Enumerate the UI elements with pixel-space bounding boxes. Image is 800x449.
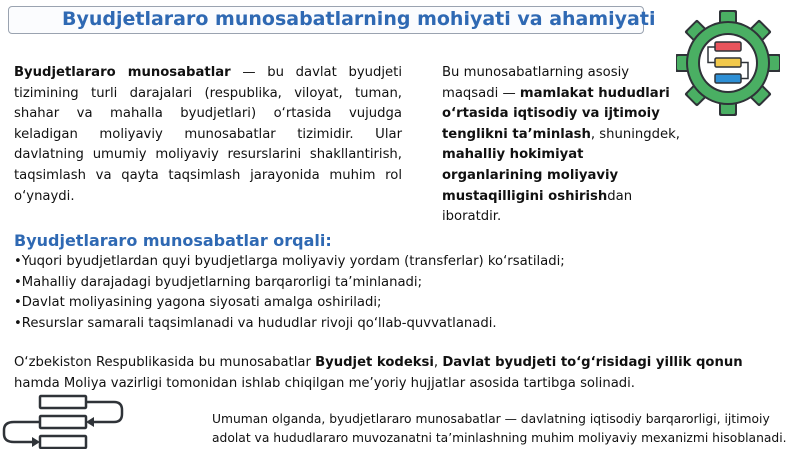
legal-end: hamda Moliya vazirligi tomonidan ishlab chiqilgan me’yoriy hujjatlar asosida tartibga solinadi. <box>14 375 635 391</box>
definition-term: Byudjetlararo munosabatlar <box>14 65 231 80</box>
purpose-middle: , shuningdek, <box>590 126 680 142</box>
bullet-list <box>14 252 714 334</box>
purpose-goal-independence: mahalliy hokimiyat organlarining moliyaviy mustaqilligini oshirish <box>442 147 619 204</box>
legal-separator: , <box>433 355 443 370</box>
section-heading: Byudjetlararo munosabatlar orqali: <box>14 231 332 250</box>
legal-intro: O‘zbekiston Respublikasida bu munosabatlar <box>14 355 316 370</box>
definition-paragraph <box>14 63 402 207</box>
list-item: •Resurslar samarali taqsimlanadi va hududlar rivoji qo‘llab-quvvatlanadi. <box>14 315 497 331</box>
page-title: Byudjetlararo munosabatlarning mohiyati va ahamiyati <box>62 8 656 30</box>
flowchart-icon <box>0 390 134 449</box>
purpose-intro: Bu munosabatlarning asosiy maqsadi — <box>442 65 630 101</box>
purpose-paragraph <box>442 63 682 228</box>
legal-annual-law: Davlat byudjeti to‘g‘risidagi yillik qonun <box>442 355 743 370</box>
legal-budget-code: Byudjet kodeksi <box>315 355 434 370</box>
list-item: •Davlat moliyasining yagona siyosati amalga oshiriladi; <box>14 295 382 311</box>
gear-process-icon <box>676 10 780 116</box>
purpose-goal-equality: mamlakat hududlari o‘rtasida iqtisodiy va ijtimoiy tenglikni ta’minlash <box>442 85 670 142</box>
summary-paragraph: Umuman olganda, byudjetlararo munosabatlar — davlatning iqtisodiy barqarorligi, ijtimoiy adolat va hududlararo muvozanatni ta’minlashning muhim moliyaviy mexanizmi hisoblanadi. <box>212 412 787 445</box>
list-item: •Mahalliy darajadagi byudjetlarning barqarorligi ta’minlanadi; <box>14 274 423 290</box>
list-item: •Yuqori byudjetlardan quyi byudjetlarga moliyaviy yordam (transferlar) ko‘rsatiladi; <box>14 254 565 269</box>
purpose-end: dan iboratdir. <box>442 188 633 225</box>
definition-text: — bu davlat byudjeti tizimining turli darajalari (respublika, viloyat, tuman, shahar va mahalla byudjetlari) o‘rtasida vujudga keladigan moliyaviy munosabatlar tizimidir. Ular davlatning umumiy moliyaviy resurslarini shakllantirish, taqsimlash va qayta taqsimlash jarayonida muhim rol o‘ynaydi. <box>14 65 402 204</box>
legal-basis-paragraph <box>14 353 754 394</box>
